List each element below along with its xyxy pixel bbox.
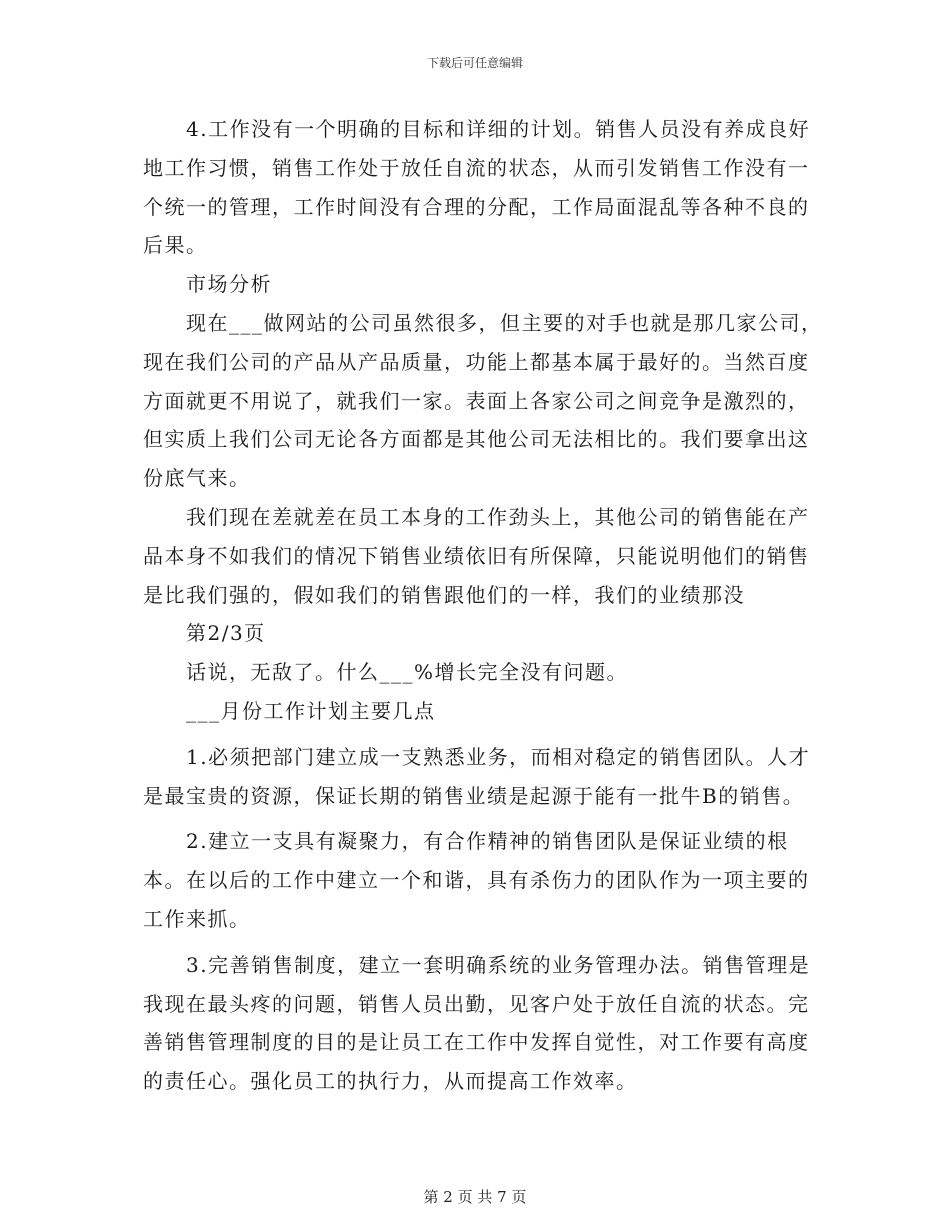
heading-month-plan: ___月份工作计划主要几点 [186,698,436,723]
paragraph-goal-plan: 4.工作没有一个明确的目标和详细的计划。销售人员没有养成良好地工作习惯，销售工作处于放任自流的状态，从而引发销售工作没有一个统一的管理，工作时间没有合理的分配，工作局面混乱等各种不良的后果。 [143,117,811,258]
inline-page-marker: 第2/3页 [186,621,266,646]
paragraph-growth: 话说，无敌了。什么___%增长完全没有问题。 [186,660,629,685]
paragraph-plan-2: 2.建立一支具有凝聚力，有合作精神的销售团队是保证业绩的根本。在以后的工作中建立一个和谐，具有杀伤力的团队作为一项主要的工作来抓。 [143,829,810,931]
heading-market-analysis: 市场分析 [186,272,272,297]
paragraph-plan-1: 1.必须把部门建立成一支熟悉业务，而相对稳定的销售团队。人才是最宝贵的资源，保证长期的销售业绩是起源于能有一批牛B的销售。 [143,744,811,808]
paragraph-competitors: 现在___做网站的公司虽然很多，但主要的对手也就是那几家公司，现在我们公司的产品从产品质量，功能上都基本属于最好的。当然百度方面就更不用说了，就我们一家。表面上各家公司之间竞争是激烈的，但实质上我们公司无论各方面都是其他公司无法相比的。我们要拿出这份底气来。 [143,310,823,491]
paragraph-plan-3: 3.完善销售制度，建立一套明确系统的业务管理办法。销售管理是我现在最头疼的问题，销售人员出勤，见客户处于放任自流的状态。完善销售管理制度的目的是让员工在工作中发挥自觉性，对工作要有高度的责任心。强化员工的执行力，从而提高工作效率。 [143,952,811,1094]
page-header: 下载后可任意编辑 [426,56,523,70]
document-body [143,110,823,1101]
paragraph-sales-effort: 我们现在差就差在员工本身的工作劲头上，其他公司的销售能在产品本身不如我们的情况下销售业绩依旧有所保障，只能说明他们的销售是比我们强的，假如我们的销售跟他们的一样，我们的业绩那没 [143,504,810,607]
page-footer: 第 2 页 共 7 页 [423,1188,527,1206]
